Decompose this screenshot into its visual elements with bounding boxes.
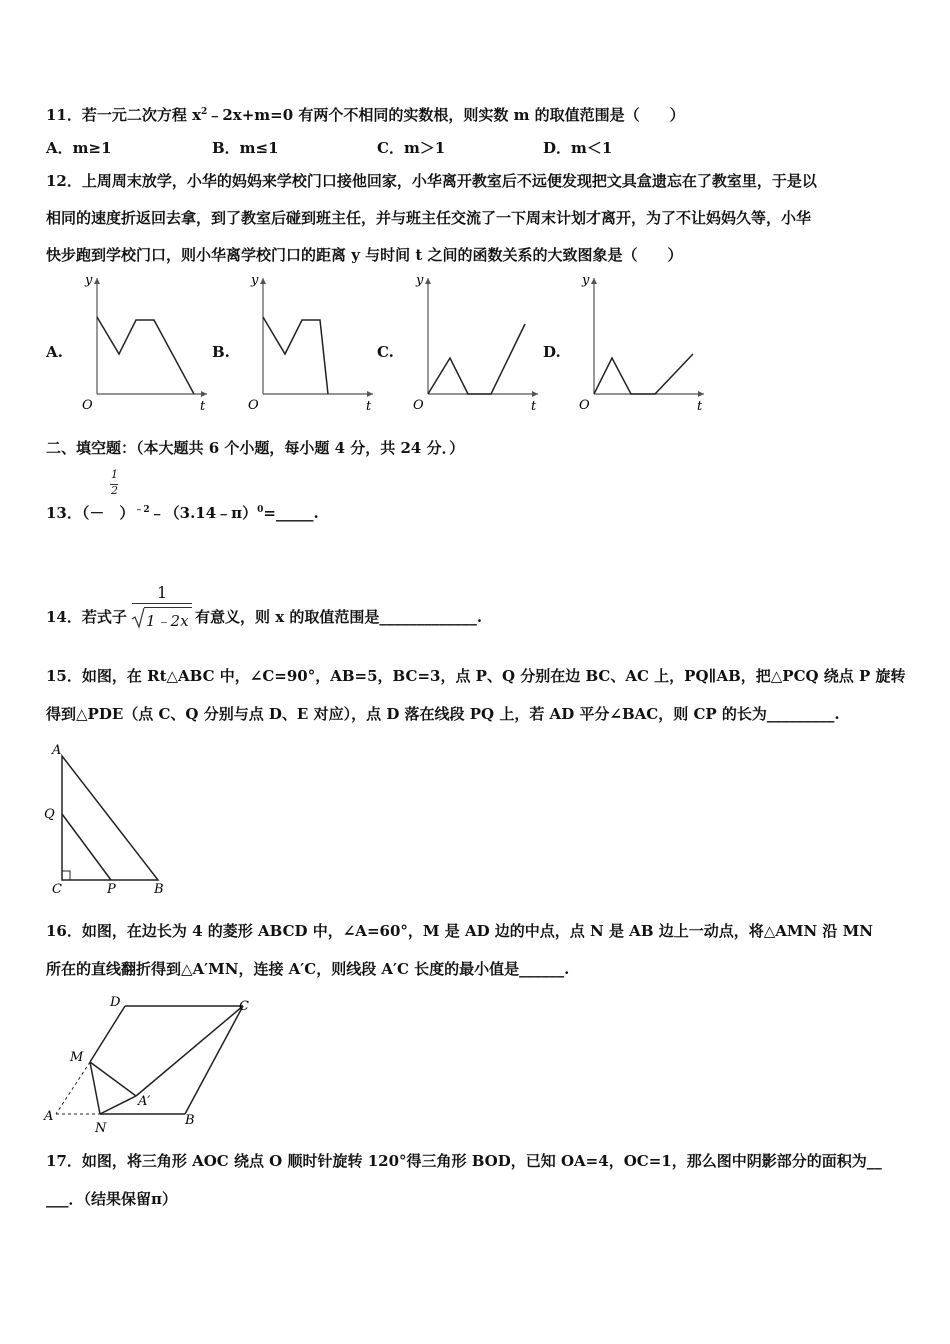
graph-label-b: B. — [212, 343, 230, 361]
graph-a — [72, 272, 212, 417]
q14-suffix: 有意义，则 x 的取值范围是_____________. — [195, 608, 483, 626]
q15-line2: 得到△PDE（点 C、Q 分别与点 D、E 对应），点 D 落在线段 PQ 上，若 AD 平分∠BAC，则 CP 的长为_________. — [46, 705, 840, 723]
q15-line1: 15．如图，在 Rt△ABC 中，∠C=90°，AB=5，BC=3，点 P、Q 分别在边 BC、AC 上，PQ∥AB，把△PCQ 绕点 P 旋转 — [46, 667, 906, 685]
q14-radicand: 1﹣2x — [146, 612, 189, 630]
q14-radical-bar — [144, 607, 192, 608]
q13-frac-top: 1 — [111, 468, 118, 481]
q16-label-a: A — [44, 1109, 54, 1124]
q15-label-q: Q — [44, 807, 55, 822]
graph-d — [569, 272, 709, 417]
q11-stem — [46, 102, 685, 125]
q13-text-b: ﹣（3.14﹣π） — [149, 504, 258, 522]
q11-option-a: A．m≥1 — [46, 139, 112, 157]
q12-line2: 相同的速度折返回去拿，到了教室后碰到班主任，并与班主任交流了一下周末计划才离开，为了不让妈妈久等，小华 — [46, 209, 812, 227]
q13-text-c: =_____. — [263, 504, 319, 522]
q11-sup: 2 — [201, 107, 208, 117]
graph-b-y: y — [251, 273, 259, 288]
graph-c-y: y — [416, 273, 424, 288]
q11-text-a: 11．若一元二次方程 x — [46, 106, 202, 124]
q15-label-a: A — [52, 743, 62, 758]
graph-a-y: y — [85, 273, 93, 288]
q16-figure — [40, 990, 270, 1135]
q14-frac-bar — [132, 603, 192, 604]
graph-c-origin: O — [413, 398, 424, 413]
graph-b-origin: O — [248, 398, 259, 413]
q11-option-c: C．m＞1 — [377, 139, 446, 157]
q13-stem — [46, 500, 319, 523]
q15-figure — [40, 740, 175, 900]
q17-line1: 17．如图，将三角形 AOC 绕点 O 顺时针旋转 120°得三角形 BOD，已知 OA=4，OC=1，那么图中阴影部分的面积为__ — [46, 1152, 882, 1170]
q14-numerator: 1 — [157, 583, 168, 602]
q11-text-b: ﹣2x+m=0 有两个不相同的实数根，则实数 m 的取值范围是（ ） — [207, 106, 685, 124]
graph-d-y: y — [582, 273, 590, 288]
q16-line1: 16．如图，在边长为 4 的菱形 ABCD 中，∠A=60°，M 是 AD 边的中点，点 N 是 AB 边上一动点，将△AMN 沿 MN — [46, 922, 873, 940]
graph-label-c: C. — [377, 343, 394, 361]
q16-line2: 所在的直线翻折得到△A′MN，连接 A′C，则线段 A′C 长度的最小值是______. — [46, 960, 570, 978]
graph-c-t: t — [531, 399, 537, 414]
q12-line3: 快步跑到学校门口，则小华离学校门口的距离 y 与时间 t 之间的函数关系的大致图象是（ ） — [46, 246, 683, 264]
q11-option-b: B．m≤1 — [212, 139, 279, 157]
graph-b — [238, 272, 378, 417]
q12-line1: 12．上周周末放学，小华的妈妈来学校门口接他回家，小华离开教室后不远便发现把文具盒遗忘在了教室里，于是以 — [46, 172, 817, 190]
q16-label-d: D — [110, 995, 121, 1010]
q13-sup2: 0 — [257, 505, 264, 515]
q14-radical-sign — [131, 606, 145, 630]
graph-d-origin: O — [579, 398, 590, 413]
q16-label-b: B — [185, 1113, 195, 1128]
q14-prefix: 14．若式子 — [46, 608, 127, 626]
q15-label-c: C — [52, 882, 62, 897]
q15-label-b: B — [154, 882, 164, 897]
graph-a-origin: O — [82, 398, 93, 413]
graph-label-d: D. — [543, 343, 561, 361]
graph-c — [403, 272, 543, 417]
q13-sup: ﹣2 — [134, 505, 150, 515]
q16-label-c: C — [239, 999, 249, 1014]
graph-label-a: A. — [46, 343, 63, 361]
q13-text: 13．（－ ） — [46, 504, 135, 522]
q13-frac-bottom: 2 — [111, 484, 118, 497]
graph-b-t: t — [366, 399, 372, 414]
q15-label-p: P — [107, 882, 116, 897]
q16-label-m: M — [70, 1050, 84, 1065]
section-2-heading: 二、填空题：（本大题共 6 个小题，每小题 4 分，共 24 分．） — [46, 439, 465, 457]
q17-line2: ___．（结果保留π） — [46, 1190, 177, 1208]
q16-label-n: N — [95, 1121, 107, 1135]
graph-a-t: t — [200, 399, 206, 414]
graph-d-t: t — [697, 399, 703, 414]
q16-label-a-prime: A′ — [138, 1094, 151, 1109]
q11-option-d: D．m＜1 — [543, 139, 613, 157]
